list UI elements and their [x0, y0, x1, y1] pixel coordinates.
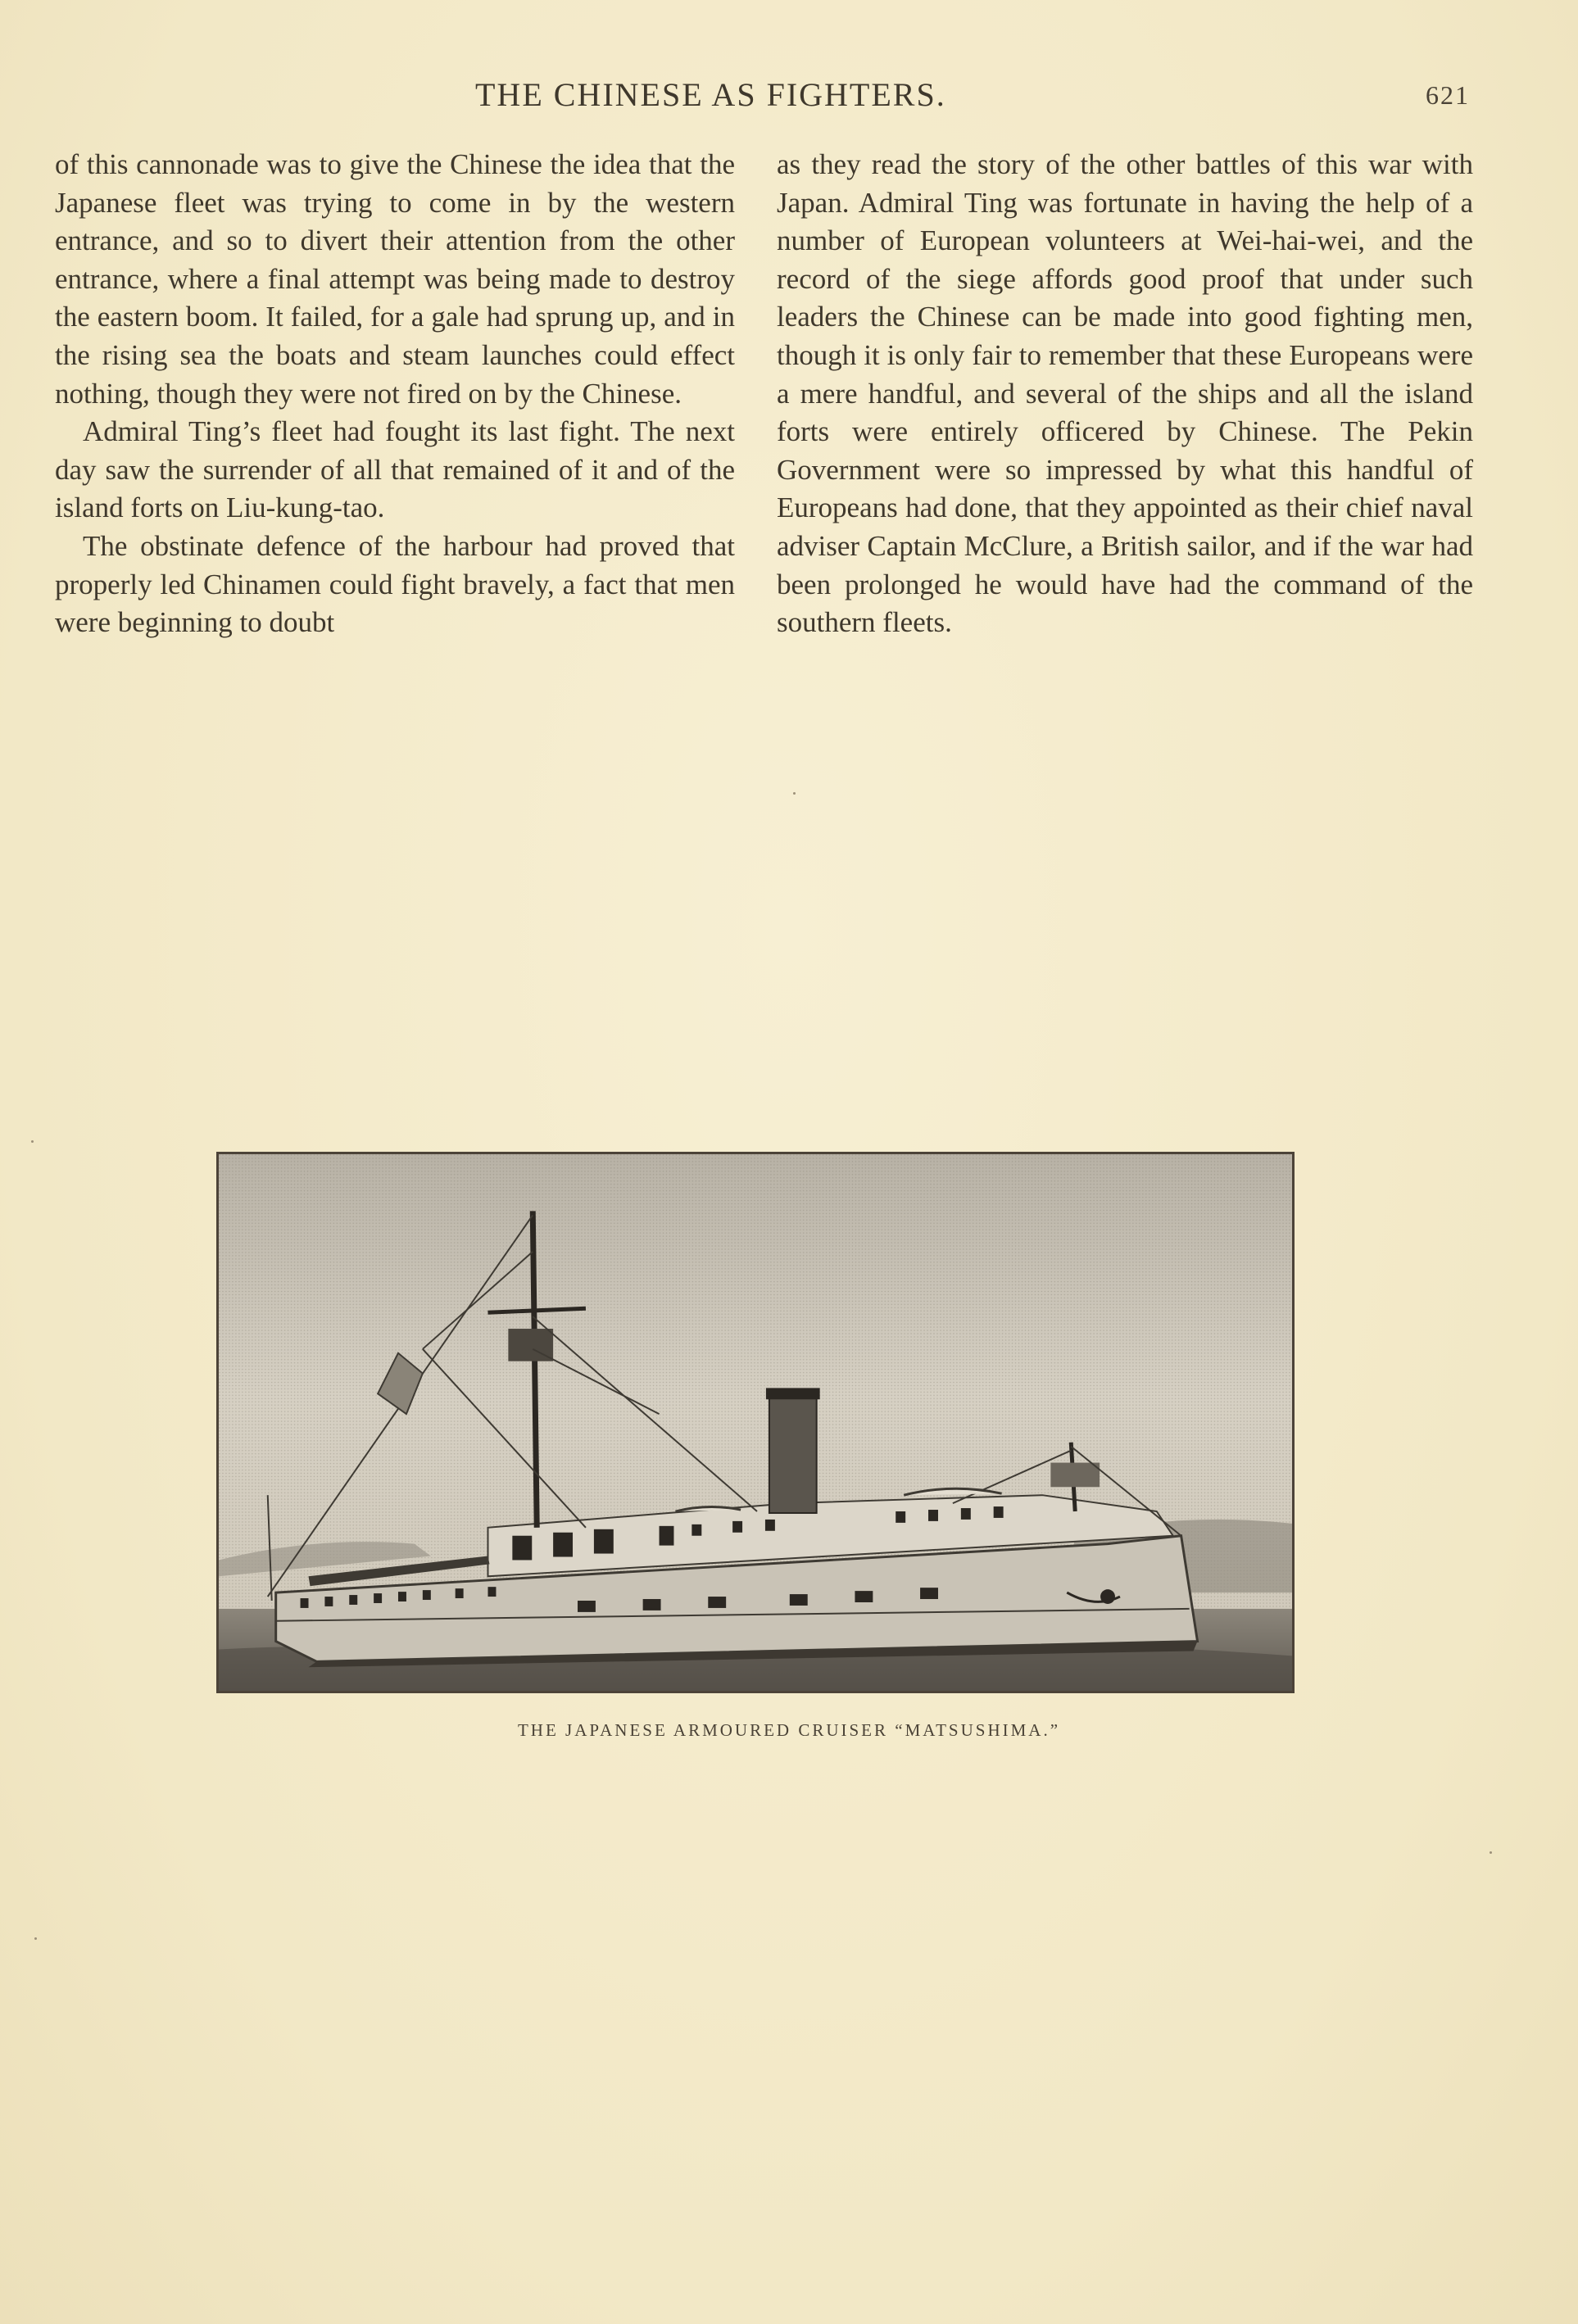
- running-title: THE CHINESE AS FIGHTERS.: [475, 76, 946, 113]
- paper-speck: [31, 1140, 34, 1143]
- paper-speck: [34, 1937, 37, 1940]
- paragraph: of this cannonade was to give the Chinese the idea that the Japanese fleet was trying to come in by the western entrance, and so to divert their attention from the other entrance, where a final attempt was being made to destroy the eastern boom. It failed, for a gale had sprung up, and in the rising sea the boats and steam launches could effect nothing, though they were not fired on by the Chinese.: [55, 148, 735, 410]
- paper-speck: [1490, 1851, 1492, 1854]
- figure-caption: THE JAPANESE ARMOURED CRUISER “MATSUSHIMA.”: [517, 1720, 1061, 1740]
- page-number: 621: [1426, 80, 1470, 110]
- paragraph: Admiral Ting’s fleet had fought its last fight. The next day saw the surrender of all that remained of it and of the island forts on Liu-kung-tao.: [55, 415, 735, 524]
- cruiser-halftone-image: [219, 1154, 1292, 1691]
- left-column: [55, 146, 735, 642]
- ship-illustration: [216, 1152, 1295, 1693]
- figure: [216, 1152, 1295, 1693]
- paragraph: as they read the story of the other battles of this war with Japan. Admiral Ting was fortunate in having the help of a number of European volunteers at Wei-hai-wei, and the record of the siege affords good proof that under such leaders the Chinese can be made into good fighting men, though it is only fair to remember that these Europeans were a mere handful, and several of the ships and all the island forts were entirely officered by Chinese. The Pekin Government were so impressed by what this handful of Europeans had done, that they appointed as their chief naval adviser Captain McClure, a British sailor, and if the war had been prolonged he would have had the command of the southern fleets.: [777, 148, 1473, 639]
- paragraph: The obstinate defence of the harbour had proved that properly led Chinamen could fight bravely, a fact that men were beginning to doubt: [55, 529, 735, 639]
- paper-speck: [793, 792, 796, 795]
- running-head: [0, 75, 1578, 125]
- right-column: [777, 146, 1473, 642]
